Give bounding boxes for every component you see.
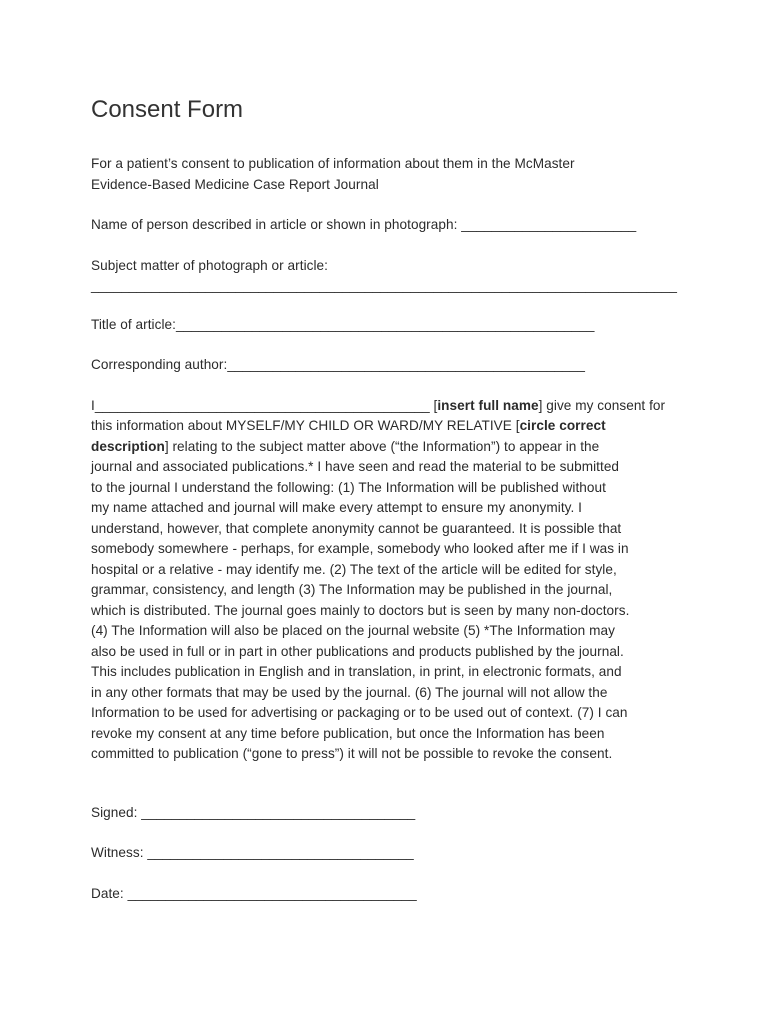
corresponding-author-line: Corresponding author:_______________________________________________ <box>91 357 585 372</box>
subject-matter-blank: _____________________________________________________________________________ <box>91 278 677 293</box>
person-name-field <box>91 215 681 236</box>
consent-line: committed to publication (“gone to press”) it will not be possible to revoke the consent. <box>91 746 613 761</box>
consent-line <box>91 396 681 417</box>
consent-text: ] give my consent for <box>538 397 666 413</box>
consent-line: which is distributed. The journal goes mainly to doctors but is seen by many non-doctors. <box>91 602 630 618</box>
consent-line: Information to be used for advertising or packaging or to be used out of context. (7) I can <box>91 705 628 720</box>
consent-line: journal and associated publications.* I have seen and read the material to be submitted <box>91 459 620 474</box>
insert-full-name-instruction: insert full name <box>437 397 539 413</box>
document-title: Consent Form <box>91 96 244 123</box>
consent-line: also be used in full or in part in other publications and products published by the journal. <box>91 643 624 659</box>
consent-statement <box>91 396 681 765</box>
consent-line: in any other formats that may be used by the journal. (6) The journal will not allow the <box>91 684 608 700</box>
consent-line <box>91 437 681 458</box>
consent-line: somebody somewhere - perhaps, for example, somebody who looked after me if I was in <box>91 541 629 556</box>
person-name-line: Name of person described in article or shown in photograph: _______________________ <box>91 217 637 232</box>
subject-matter-field <box>91 256 681 297</box>
consent-line: hospital or a relative - may identify me. (2) The text of the article will be edited for style, <box>91 561 617 577</box>
subject-matter-label: Subject matter of photograph or article: <box>91 257 328 273</box>
description-instruction: description <box>91 438 165 454</box>
date-field <box>91 884 681 905</box>
intro-line: Evidence-Based Medicine Case Report Journal <box>91 176 379 192</box>
witness-field <box>91 843 681 864</box>
date-line: Date: ______________________________________ <box>91 885 417 901</box>
consent-line: understand, however, that complete anonymity cannot be guaranteed. It is possible that <box>91 520 622 536</box>
consent-line <box>91 416 681 437</box>
circle-instruction: circle correct <box>519 418 606 433</box>
intro-line: For a patient’s consent to publication of information about them in the McMaster <box>91 156 575 171</box>
article-title-line: Title of article:_______________________________________________________ <box>91 316 595 332</box>
consent-line: my name attached and journal will make every attempt to ensure my anonymity. I <box>91 500 582 515</box>
full-name-blank: I____________________________________________ [ <box>91 397 438 413</box>
corresponding-author-field <box>91 355 681 376</box>
consent-line: to the journal I understand the following: (1) The Information will be published without <box>91 479 606 495</box>
consent-line: revoke my consent at any time before publication, but once the Information has been <box>91 725 605 741</box>
signed-line: Signed: ____________________________________ <box>91 804 416 820</box>
consent-form-page <box>91 92 681 924</box>
intro-paragraph <box>91 154 681 195</box>
consent-text: ] relating to the subject matter above (“the Information”) to appear in the <box>164 438 600 454</box>
consent-line: This includes publication in English and in translation, in print, in electronic formats, and <box>91 664 622 679</box>
signed-field <box>91 803 681 824</box>
consent-line: (4) The Information will also be placed on the journal website (5) *The Information may <box>91 623 615 638</box>
relationship-options: this information about MYSELF/MY CHILD OR WARD/MY RELATIVE [ <box>91 418 520 433</box>
consent-line: grammar, consistency, and length (3) The Information may be published in the journal, <box>91 582 613 597</box>
witness-line: Witness: ___________________________________ <box>91 845 414 860</box>
article-title-field <box>91 315 681 336</box>
